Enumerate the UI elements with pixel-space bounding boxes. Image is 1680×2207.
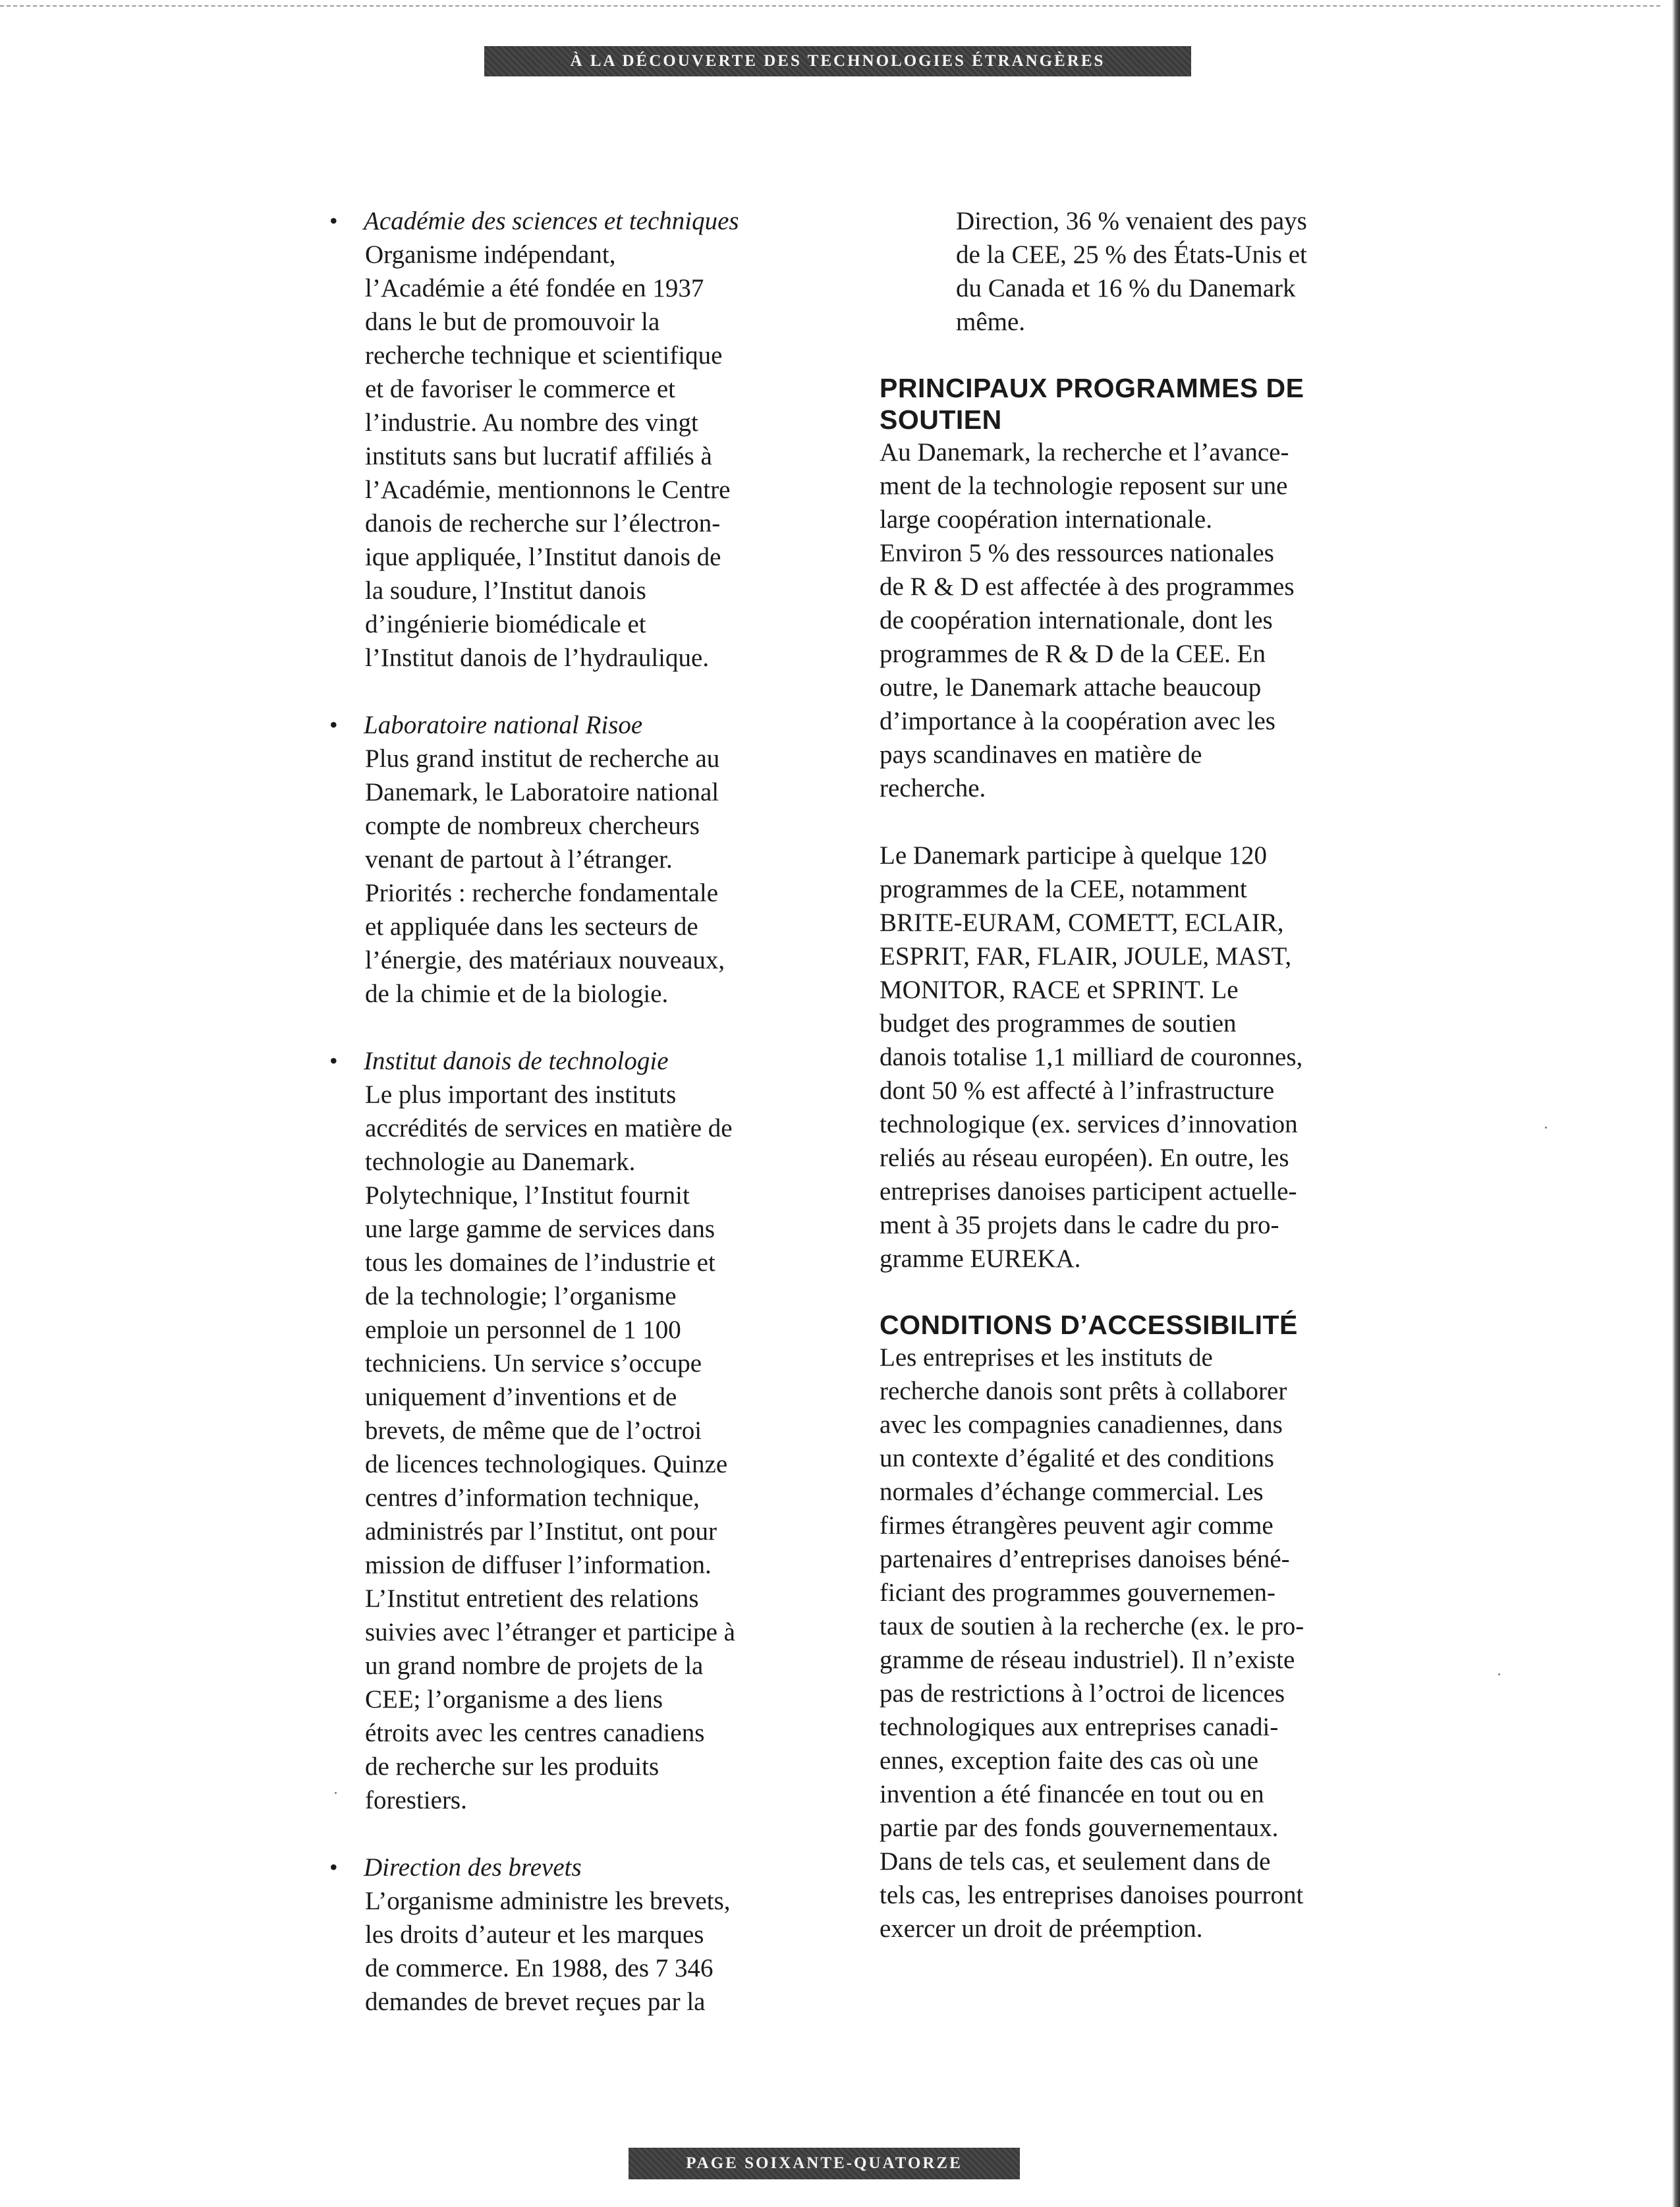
section-heading bbox=[880, 372, 1380, 435]
text-line: danois de recherche sur l’électron- bbox=[365, 509, 721, 538]
text-line: programmes de R & D de la CEE. En bbox=[880, 640, 1266, 668]
text-line: Environ 5 % des ressources nationales bbox=[880, 539, 1274, 567]
text-line: uniquement d’inventions et de bbox=[365, 1383, 677, 1411]
text-line: brevets, de même que de l’octroi bbox=[365, 1416, 702, 1445]
paragraph-gap bbox=[880, 805, 1380, 839]
left-column bbox=[329, 204, 804, 2052]
text-line: budget des programmes de soutien bbox=[880, 1009, 1237, 1038]
text-line: techniciens. Un service s’occupe bbox=[365, 1349, 702, 1378]
text-line: L’Institut entretient des relations bbox=[365, 1584, 699, 1613]
text-line: MONITOR, RACE et SPRINT. Le bbox=[880, 976, 1239, 1004]
text-line: large coopération internationale. bbox=[880, 505, 1212, 534]
heading-line: SOUTIEN bbox=[880, 405, 1002, 435]
text-line: CEE; l’organisme a des liens bbox=[365, 1685, 663, 1714]
text-line: de la technologie; l’organisme bbox=[365, 1282, 677, 1310]
text-line: Le plus important des instituts bbox=[365, 1080, 677, 1109]
text-line: de coopération internationale, dont les bbox=[880, 606, 1273, 634]
entry-title: Académie des sciences et techniques bbox=[364, 207, 739, 235]
page-number-text: PAGE SOIXANTE-QUATORZE bbox=[686, 2154, 963, 2172]
text-line: Organisme indépendant, bbox=[365, 240, 616, 269]
text-line: la soudure, l’Institut danois bbox=[365, 576, 646, 605]
text-line: programmes de la CEE, notamment bbox=[880, 875, 1247, 903]
text-line: centres d’information technique, bbox=[365, 1484, 700, 1512]
text-line: l’Académie, mentionnons le Centre bbox=[365, 476, 731, 504]
text-line: L’organisme administre les brevets, bbox=[365, 1887, 731, 1915]
entry-body bbox=[364, 238, 804, 675]
scan-speck bbox=[335, 1792, 337, 1794]
text-line: gramme de réseau industriel). Il n’existe bbox=[880, 1646, 1295, 1674]
text-line: l’énergie, des matériaux nouveaux, bbox=[365, 946, 725, 974]
text-line: accrédités de services en matière de bbox=[365, 1114, 733, 1142]
bullet-icon: • bbox=[329, 1048, 338, 1074]
text-line: instituts sans but lucratif affiliés à bbox=[365, 442, 712, 470]
text-line: de la chimie et de la biologie. bbox=[365, 980, 669, 1008]
text-line: Danemark, le Laboratoire national bbox=[365, 778, 719, 806]
text-line: entreprises danoises participent actuelle- bbox=[880, 1177, 1297, 1206]
text-line: tous les domaines de l’industrie et bbox=[365, 1248, 715, 1277]
text-line: outre, le Danemark attache beaucoup bbox=[880, 673, 1262, 702]
text-line: ficiant des programmes gouvernemen- bbox=[880, 1578, 1276, 1607]
bullet-icon: • bbox=[329, 1854, 338, 1880]
page-edge-shadow bbox=[1672, 0, 1680, 2207]
text-line: Dans de tels cas, et seulement dans de bbox=[880, 1847, 1271, 1876]
text-line: partenaires d’entreprises danoises béné- bbox=[880, 1545, 1290, 1573]
text-line: technologie au Danemark. bbox=[365, 1148, 636, 1176]
running-header-text: À LA DÉCOUVERTE DES TECHNOLOGIES ÉTRANGÈRES bbox=[570, 52, 1106, 70]
text-line: Direction, 36 % venaient des pays bbox=[956, 207, 1307, 235]
text-line: tels cas, les entreprises danoises pourront bbox=[880, 1881, 1304, 1909]
text-line: de licences technologiques. Quinze bbox=[365, 1450, 728, 1478]
paragraph bbox=[880, 839, 1380, 1275]
text-line: venant de partout à l’étranger. bbox=[365, 845, 673, 874]
top-scan-line bbox=[0, 5, 1660, 7]
text-line: compte de nombreux chercheurs bbox=[365, 812, 700, 840]
text-line: technologique (ex. services d’innovation bbox=[880, 1110, 1298, 1138]
page-number-band bbox=[629, 2148, 1020, 2179]
paragraph bbox=[880, 435, 1380, 805]
text-line: de R & D est affectée à des programmes bbox=[880, 573, 1295, 601]
text-line: pas de restrictions à l’octroi de licences bbox=[880, 1679, 1285, 1708]
entry-body bbox=[364, 1884, 804, 2019]
text-line: ment à 35 projets dans le cadre du pro- bbox=[880, 1211, 1279, 1239]
text-line: Priorités : recherche fondamentale bbox=[365, 879, 719, 907]
continued-paragraph bbox=[880, 204, 1380, 339]
text-line: de commerce. En 1988, des 7 346 bbox=[365, 1954, 714, 1982]
text-line: emploie un personnel de 1 100 bbox=[365, 1316, 681, 1344]
text-line: de la CEE, 25 % des États-Unis et bbox=[956, 240, 1307, 269]
paragraph bbox=[880, 1341, 1380, 1945]
text-line: l’Académie a été fondée en 1937 bbox=[365, 274, 704, 302]
section-programmes bbox=[880, 372, 1380, 1275]
text-line: forestiers. bbox=[365, 1786, 467, 1814]
text-line: suivies avec l’étranger et participe à bbox=[365, 1618, 735, 1646]
bullet-icon: • bbox=[329, 712, 338, 738]
institution-entry bbox=[329, 1851, 804, 2019]
text-line: recherche technique et scientifique bbox=[365, 341, 723, 370]
text-line: une large gamme de services dans bbox=[365, 1215, 715, 1243]
text-line: gramme EUREKA. bbox=[880, 1244, 1081, 1273]
text-line: Au Danemark, la recherche et l’avance- bbox=[880, 438, 1289, 466]
text-line: ique appliquée, l’Institut danois de bbox=[365, 543, 721, 571]
entry-body bbox=[364, 742, 804, 1011]
text-line: les droits d’auteur et les marques bbox=[365, 1920, 704, 1949]
text-line: invention a été financée en tout ou en bbox=[880, 1780, 1264, 1808]
text-line: administrés par l’Institut, ont pour bbox=[365, 1517, 717, 1546]
text-line: l’Institut danois de l’hydraulique. bbox=[365, 644, 710, 672]
entry-title: Laboratoire national Risoe bbox=[364, 711, 643, 739]
text-line: d’ingénierie biomédicale et bbox=[365, 610, 646, 638]
text-line: reliés au réseau européen). En outre, les bbox=[880, 1144, 1289, 1172]
text-line: ennes, exception faite des cas où une bbox=[880, 1746, 1259, 1775]
text-line: de recherche sur les produits bbox=[365, 1752, 659, 1781]
text-line: ment de la technologie reposent sur une bbox=[880, 472, 1288, 500]
text-line: normales d’échange commercial. Les bbox=[880, 1478, 1264, 1506]
text-line: pays scandinaves en matière de bbox=[880, 740, 1202, 769]
text-line: Plus grand institut de recherche au bbox=[365, 744, 720, 773]
entry-title: Institut danois de technologie bbox=[364, 1047, 669, 1075]
text-line: Polytechnique, l’Institut fournit bbox=[365, 1181, 690, 1210]
text-line: étroits avec les centres canadiens bbox=[365, 1719, 705, 1747]
text-line: avec les compagnies canadiennes, dans bbox=[880, 1411, 1283, 1439]
institution-entry bbox=[329, 204, 804, 675]
text-line: technologiques aux entreprises canadi- bbox=[880, 1713, 1279, 1741]
text-line: et de favoriser le commerce et bbox=[365, 375, 675, 403]
text-line: Les entreprises et les instituts de bbox=[880, 1343, 1213, 1372]
right-column bbox=[880, 204, 1380, 1945]
text-line: mission de diffuser l’information. bbox=[365, 1551, 712, 1579]
text-line: dans le but de promouvoir la bbox=[365, 308, 660, 336]
heading-line: CONDITIONS D’ACCESSIBILITÉ bbox=[880, 1310, 1298, 1340]
text-line: recherche danois sont prêts à collaborer bbox=[880, 1377, 1287, 1405]
text-line: du Canada et 16 % du Danemark bbox=[956, 274, 1296, 302]
text-line: et appliquée dans les secteurs de bbox=[365, 912, 698, 941]
text-line: demandes de brevet reçues par la bbox=[365, 1988, 706, 2016]
section-conditions bbox=[880, 1309, 1380, 1945]
entry-title: Direction des brevets bbox=[364, 1853, 582, 1882]
text-line: exercer un droit de préemption. bbox=[880, 1914, 1203, 1943]
section-heading bbox=[880, 1309, 1380, 1341]
text-line: l’industrie. Au nombre des vingt bbox=[365, 408, 698, 437]
text-line: un grand nombre de projets de la bbox=[365, 1652, 704, 1680]
text-line: recherche. bbox=[880, 774, 986, 802]
text-line: d’importance à la coopération avec les bbox=[880, 707, 1275, 735]
entry-body bbox=[364, 1078, 804, 1817]
text-line: Le Danemark participe à quelque 120 bbox=[880, 841, 1267, 870]
scan-speck bbox=[1498, 1673, 1500, 1675]
text-line: BRITE-EURAM, COMETT, ECLAIR, bbox=[880, 908, 1284, 937]
institution-entry bbox=[329, 708, 804, 1011]
text-line: même. bbox=[956, 308, 1026, 336]
scan-speck bbox=[1545, 1127, 1547, 1129]
running-header-band bbox=[484, 46, 1191, 76]
heading-line: PRINCIPAUX PROGRAMMES DE bbox=[880, 373, 1304, 403]
text-line: un contexte d’égalité et des conditions bbox=[880, 1444, 1274, 1472]
text-line: ESPRIT, FAR, FLAIR, JOULE, MAST, bbox=[880, 942, 1292, 970]
text-line: firmes étrangères peuvent agir comme bbox=[880, 1511, 1274, 1540]
text-line: taux de soutien à la recherche (ex. le pro- bbox=[880, 1612, 1304, 1640]
bullet-icon: • bbox=[329, 208, 338, 234]
text-line: danois totalise 1,1 milliard de couronnes, bbox=[880, 1043, 1303, 1071]
institution-entry bbox=[329, 1044, 804, 1817]
text-line: dont 50 % est affecté à l’infrastructure bbox=[880, 1076, 1275, 1105]
text-line: partie par des fonds gouvernementaux. bbox=[880, 1814, 1279, 1842]
